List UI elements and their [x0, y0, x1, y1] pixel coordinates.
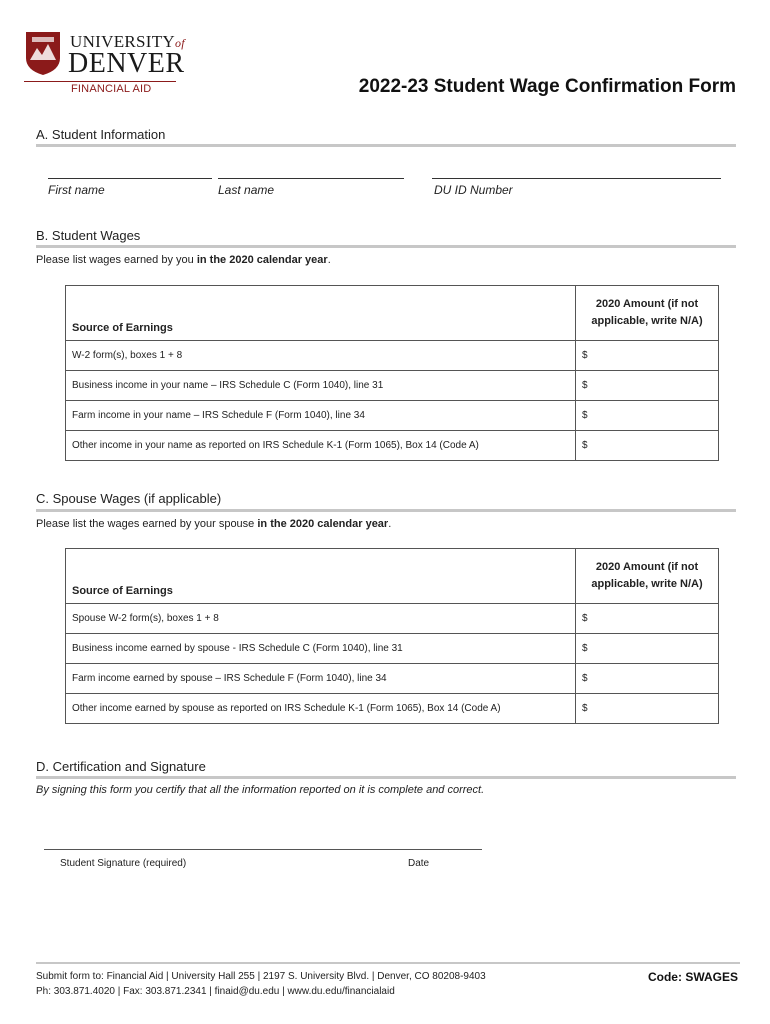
row-source: Other income earned by spouse as reported on IRS Schedule K-1 (Form 1065), Box 14 (Code A) [66, 694, 576, 724]
section-a-title: A. Student Information [36, 127, 166, 142]
section-b-note: Please list wages earned by you in the 2020 calendar year. [36, 254, 331, 266]
row-source: Business income earned by spouse - IRS Schedule C (Form 1040), line 31 [66, 634, 576, 664]
section-a-rule [36, 144, 736, 147]
header-amount: 2020 Amount (if not applicable, write N/A) [576, 549, 719, 604]
footer-address: Submit form to: Financial Aid | University Hall 255 | 2197 S. University Blvd. | Denver, CO 80208-9403 [36, 971, 486, 982]
logo-department: FINANCIAL AID [71, 83, 152, 95]
certification-statement: By signing this form you certify that all the information reported on it is complete and correct. [36, 784, 485, 796]
table-row [66, 371, 719, 401]
row-source: Spouse W-2 form(s), boxes 1 + 8 [66, 604, 576, 634]
footer-rule [36, 962, 740, 964]
signature-label: Student Signature (required) [60, 858, 187, 869]
row-source: Farm income earned by spouse – IRS Schedule F (Form 1040), line 34 [66, 664, 576, 694]
row-amount-input[interactable]: $ [576, 431, 719, 461]
header-amount: 2020 Amount (if not applicable, write N/A) [576, 286, 719, 341]
last-name-label: Last name [218, 183, 275, 197]
student-wages-table [65, 285, 719, 461]
section-c-rule [36, 509, 736, 512]
last-name-line[interactable] [218, 178, 404, 179]
table-row [66, 634, 719, 664]
section-d-title: D. Certification and Signature [36, 759, 206, 774]
signature-line[interactable] [44, 849, 482, 850]
table-row [66, 401, 719, 431]
table-row [66, 431, 719, 461]
row-source: W-2 form(s), boxes 1 + 8 [66, 341, 576, 371]
header-source: Source of Earnings [66, 286, 576, 341]
section-d-rule [36, 776, 736, 779]
table-row [66, 604, 719, 634]
logo-university-text: UNIVERSITYof [70, 32, 185, 51]
logo-denver-text: DENVER [68, 48, 185, 79]
university-logo [24, 26, 184, 98]
du-id-line[interactable] [432, 178, 721, 179]
row-amount-input[interactable]: $ [576, 401, 719, 431]
table-row [66, 694, 719, 724]
row-amount-input[interactable]: $ [576, 604, 719, 634]
table-header-row [66, 286, 719, 341]
row-source: Business income in your name – IRS Schedule C (Form 1040), line 31 [66, 371, 576, 401]
form-code: Code: SWAGES [647, 970, 738, 984]
first-name-line[interactable] [48, 178, 212, 179]
section-c-note: Please list the wages earned by your spouse in the 2020 calendar year. [36, 518, 392, 530]
table-row [66, 341, 719, 371]
table-header-row [66, 549, 719, 604]
shield-icon [24, 30, 62, 76]
form-title: 2022-23 Student Wage Confirmation Form [358, 76, 736, 97]
section-c-title: C. Spouse Wages (if applicable) [36, 491, 222, 506]
row-amount-input[interactable]: $ [576, 371, 719, 401]
section-b-rule [36, 245, 736, 248]
du-id-label: DU ID Number [434, 183, 513, 197]
row-source: Farm income in your name – IRS Schedule F (Form 1040), line 34 [66, 401, 576, 431]
spouse-wages-table [65, 548, 719, 724]
header-source: Source of Earnings [66, 549, 576, 604]
date-label: Date [408, 858, 430, 869]
logo-rule [24, 81, 176, 82]
row-amount-input[interactable]: $ [576, 694, 719, 724]
footer-contact: Ph: 303.871.4020 | Fax: 303.871.2341 | finaid@du.edu | www.du.edu/financialaid [36, 986, 395, 997]
row-amount-input[interactable]: $ [576, 634, 719, 664]
row-amount-input[interactable]: $ [576, 664, 719, 694]
first-name-label: First name [48, 183, 105, 197]
row-amount-input[interactable]: $ [576, 341, 719, 371]
table-row [66, 664, 719, 694]
section-b-title: B. Student Wages [36, 228, 141, 243]
row-source: Other income in your name as reported on IRS Schedule K-1 (Form 1065), Box 14 (Code A) [66, 431, 576, 461]
